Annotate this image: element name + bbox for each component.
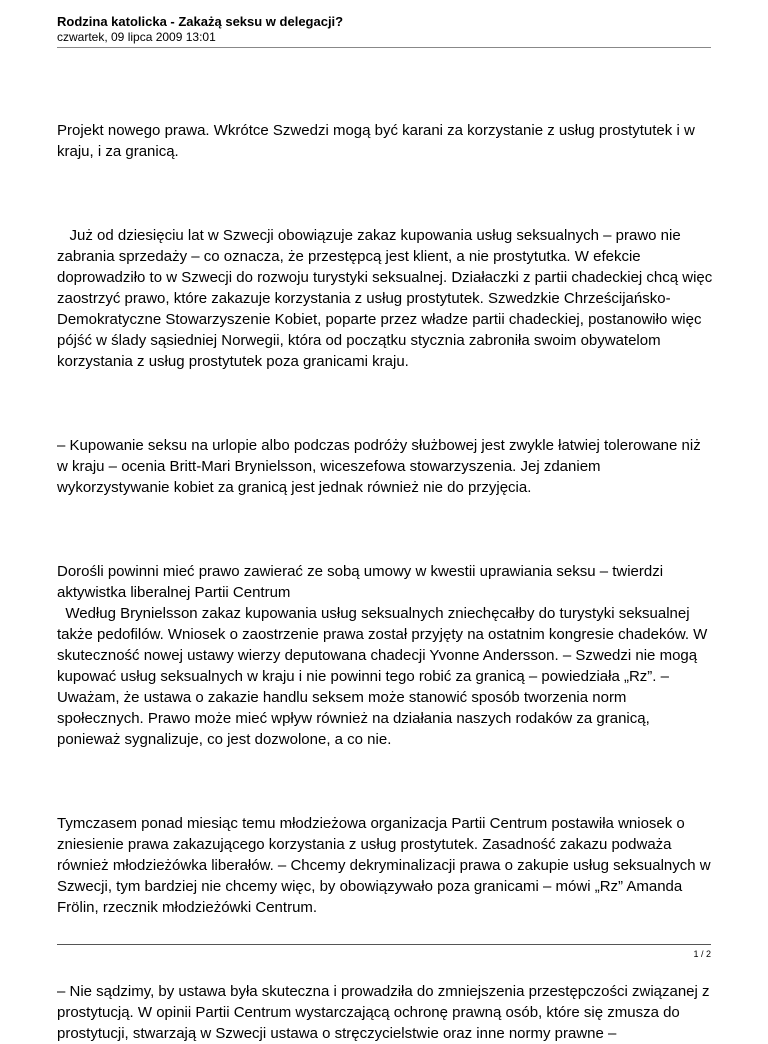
article-body <box>57 120 717 1044</box>
paragraph: – Kupowanie seksu na urlopie albo podczas podróży służbowej jest zwykle łatwiej tolerowane niż w kraju – ocenia Britt-Mari Brynielsson, wiceszefowa stowarzyszenia. Jej zdaniem wykorzystywanie kobiet za granicą jest jednak również nie do przyjęcia. <box>57 437 705 496</box>
header-divider <box>57 47 711 48</box>
paragraph: Dorośli powinni mieć prawo zawierać ze sobą umowy w kwestii uprawiania seksu – twierdzi aktywistka liberalnej Partii Centrum Według Brynielsson zakaz kupowania usług seksualnych zniechęcałby do turystyki seksualnej także pedofilów. Wniosek o zaostrzenie prawa został przyjęty na ostatnim kongresie chadeków. W skuteczność nowej ustawy wierzy deputowana chadecji Yvonne Andersson. – Szwedzi nie mogą kupować usług seksualnych w kraju i nie powinni tego robić za granicą – powiedziała „Rz”. – Uważam, że ustawa o zakazie handlu seksem może stanowić sposób tworzenia norm społecznych. Prawo może mieć wpływ również na działania naszych rodaków za granicą, ponieważ sygnalizuje, co jest dozwolone, a co nie. <box>57 563 708 748</box>
page-header <box>57 14 711 45</box>
page-number: 1 / 2 <box>693 949 711 959</box>
paragraph: Projekt nowego prawa. Wkrótce Szwedzi mogą być karani za korzystanie z usług prostytutek i w kraju, i za granicą. <box>57 122 699 160</box>
article-title: Rodzina katolicka - Zakażą seksu w delegacji? <box>57 14 344 29</box>
article-date: czwartek, 09 lipca 2009 13:01 <box>57 30 216 44</box>
footer-divider <box>57 944 711 945</box>
paragraph: – Nie sądzimy, by ustawa była skuteczna i prowadziła do zmniejszenia przestępczości związanej z prostytucją. W opinii Partii Centrum wystarczającą ochronę prawną osób, które się zmusza do prostytucji, stwarzają w Szwecji ustawa o stręczycielstwie oraz inne normy prawne – <box>57 983 714 1042</box>
paragraph: Tymczasem ponad miesiąc temu młodzieżowa organizacja Partii Centrum postawiła wniosek o zniesienie prawa zakazującego korzystania z usług prostytutek. Zasadność zakazu podważa również młodzieżówka liberałów. – Chcemy dekryminalizacji prawa o zakupie usług seksualnych w Szwecji, tym bardziej nie chcemy więc, by obowiązywało poza granicami – mówi „Rz” Amanda Frölin, rzecznik młodzieżówki Centrum. <box>57 815 715 916</box>
paragraph: Już od dziesięciu lat w Szwecji obowiązuje zakaz kupowania usług seksualnych – prawo nie zabrania sprzedaży – co oznacza, że przestępcą jest klient, a nie prostytutka. W efekcie doprowadziło to w Szwecji do rozwoju turystyki seksualnej. Działaczki z partii chadeckiej chcą więc zaostrzyć prawo, które zakazuje korzystania z usług prostytutek. Szwedzkie Chrześcijańsko-Demokratyczne Stowarzyszenie Kobiet, poparte przez władze partii chadeckiej, postanowiło więc pójść w ślady sąsiedniej Norwegii, która od początku stycznia zabroniła swoim obywatelom korzystania z usług prostytutek poza granicami kraju. <box>57 227 717 370</box>
